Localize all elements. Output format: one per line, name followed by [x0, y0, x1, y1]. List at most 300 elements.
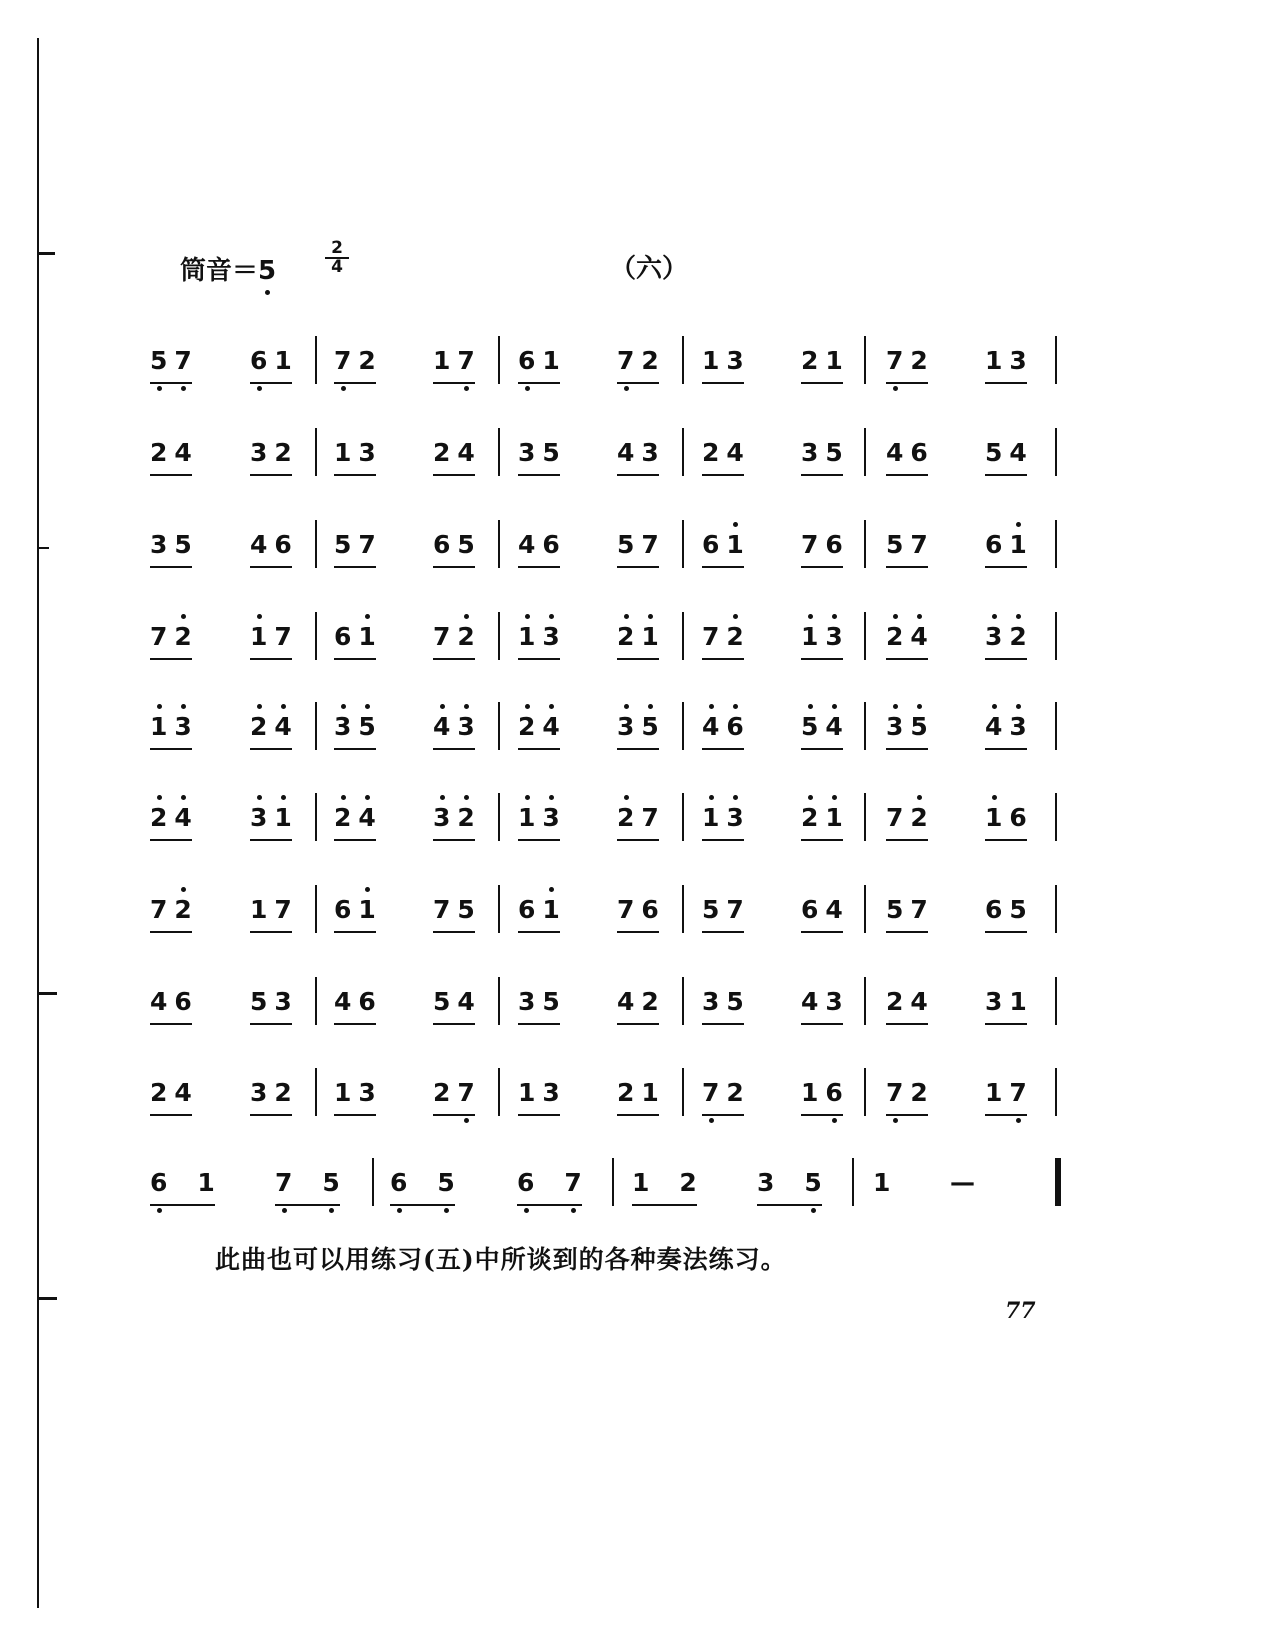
- note: 3: [250, 1078, 268, 1107]
- beat-group: [150, 712, 192, 750]
- note: 7: [334, 346, 352, 375]
- time-signature-top: 2: [325, 240, 349, 259]
- beat-group: [886, 895, 928, 933]
- beat-group: [617, 1078, 659, 1116]
- note: 6: [150, 1168, 168, 1197]
- note: 1: [334, 438, 352, 467]
- beat-group: [334, 895, 376, 933]
- note: 4: [825, 895, 843, 924]
- note: 7: [457, 1078, 475, 1107]
- note: 6: [358, 987, 376, 1016]
- note: 6: [985, 530, 1003, 559]
- note: 4: [518, 530, 536, 559]
- note: 1: [641, 1078, 659, 1107]
- tuning-note: [258, 256, 276, 286]
- note: 3: [801, 438, 819, 467]
- beat-group: [985, 530, 1027, 568]
- note: 3: [985, 987, 1003, 1016]
- note: 3: [1009, 346, 1027, 375]
- beat-group: [873, 1168, 890, 1204]
- note: 1: [518, 622, 536, 651]
- note: 7: [886, 1078, 904, 1107]
- note: 2: [801, 803, 819, 832]
- note: 7: [1009, 1078, 1027, 1107]
- barline: [682, 1068, 684, 1116]
- beat-group: [250, 1078, 292, 1116]
- note: 2: [457, 622, 475, 651]
- note: 7: [910, 530, 928, 559]
- note: 1: [542, 895, 560, 924]
- note: 5: [457, 895, 475, 924]
- note: 3: [617, 712, 635, 741]
- note: 1: [358, 895, 376, 924]
- note: 2: [886, 622, 904, 651]
- beat-group: [518, 895, 560, 933]
- beat-group: [250, 438, 292, 476]
- barline: [498, 612, 500, 660]
- margin-tick: [37, 547, 49, 549]
- barline: [682, 977, 684, 1025]
- note: 2: [174, 622, 192, 651]
- note: 1: [873, 1168, 891, 1197]
- note: 1: [250, 895, 268, 924]
- margin-tick: [37, 1297, 57, 1300]
- beat-group: [250, 530, 292, 568]
- note: 3: [702, 987, 720, 1016]
- note: 7: [150, 622, 168, 651]
- note: 7: [274, 622, 292, 651]
- beat-group: [702, 622, 744, 660]
- note: 5: [825, 438, 843, 467]
- note: 5: [804, 1168, 822, 1197]
- note: 5: [641, 712, 659, 741]
- barline: [1055, 520, 1057, 568]
- beat-group: [275, 1168, 340, 1206]
- note: 6: [250, 346, 268, 375]
- barline: [372, 1158, 374, 1206]
- beat-group: [250, 803, 292, 841]
- note: 6: [433, 530, 451, 559]
- note: 1: [985, 1078, 1003, 1107]
- barline: [315, 793, 317, 841]
- note: 1: [825, 803, 843, 832]
- note: 5: [433, 987, 451, 1016]
- note: 5: [910, 712, 928, 741]
- beat-group: [702, 712, 744, 750]
- note: 4: [910, 622, 928, 651]
- beat-group: [702, 438, 744, 476]
- barline: [864, 428, 866, 476]
- beat-group: [150, 987, 192, 1025]
- note: 2: [910, 1078, 928, 1107]
- note: 3: [457, 712, 475, 741]
- note: 2: [801, 346, 819, 375]
- note: 2: [702, 438, 720, 467]
- note: 3: [150, 530, 168, 559]
- note: 7: [641, 803, 659, 832]
- barline: [498, 885, 500, 933]
- note: 6: [825, 530, 843, 559]
- note: 1: [726, 530, 744, 559]
- note: 6: [334, 895, 352, 924]
- beat-group: [886, 712, 928, 750]
- barline: [498, 336, 500, 384]
- note: 7: [886, 346, 904, 375]
- beat-group: [985, 346, 1027, 384]
- beat-group: [985, 438, 1027, 476]
- barline: [498, 793, 500, 841]
- beat-group: [985, 622, 1027, 660]
- beat-group: [433, 803, 475, 841]
- note: 5: [985, 438, 1003, 467]
- barline: [315, 428, 317, 476]
- beat-group: [801, 438, 843, 476]
- beat-group: [517, 1168, 582, 1206]
- note: 2: [910, 346, 928, 375]
- beat-group: [150, 438, 192, 476]
- left-margin-line: [37, 38, 39, 1608]
- note: 5: [542, 438, 560, 467]
- note: 5: [542, 987, 560, 1016]
- beat-group: [390, 1168, 455, 1206]
- note: 4: [150, 987, 168, 1016]
- beat-group: [250, 712, 292, 750]
- beat-group: [757, 1168, 822, 1206]
- note: 4: [433, 712, 451, 741]
- barline: [864, 520, 866, 568]
- note: 3: [358, 1078, 376, 1107]
- barline: [315, 977, 317, 1025]
- note: 4: [334, 987, 352, 1016]
- margin-tick: [37, 992, 57, 995]
- beat-group: [433, 530, 475, 568]
- note: 1: [274, 346, 292, 375]
- beat-group: [518, 530, 560, 568]
- note: 6: [801, 895, 819, 924]
- note: 7: [275, 1168, 293, 1197]
- beat-group: [985, 712, 1027, 750]
- note: 3: [726, 803, 744, 832]
- note: 7: [617, 346, 635, 375]
- note: 6: [641, 895, 659, 924]
- note: 2: [150, 803, 168, 832]
- note: 6: [702, 530, 720, 559]
- barline: [864, 336, 866, 384]
- beat-group: [801, 622, 843, 660]
- note: 6: [518, 346, 536, 375]
- beat-group: [617, 438, 659, 476]
- beat-group: [334, 712, 376, 750]
- barline: [612, 1158, 614, 1206]
- note: 3: [518, 438, 536, 467]
- margin-tick: [37, 252, 55, 255]
- barline: [852, 1158, 854, 1206]
- beat-group: [433, 346, 475, 384]
- note: 4: [886, 438, 904, 467]
- beat-group: [518, 622, 560, 660]
- note: 1: [702, 346, 720, 375]
- note: 5: [437, 1168, 455, 1197]
- note: 6: [910, 438, 928, 467]
- beat-group: [801, 530, 843, 568]
- note: 5: [886, 530, 904, 559]
- barline: [682, 520, 684, 568]
- note: 5: [358, 712, 376, 741]
- barline: [682, 612, 684, 660]
- barline: [864, 977, 866, 1025]
- beat-group: [433, 1078, 475, 1116]
- tuning-key: [180, 250, 276, 287]
- beat-group: [617, 530, 659, 568]
- note: 5: [726, 987, 744, 1016]
- beat-group: [334, 1078, 376, 1116]
- beat-group: [150, 1168, 215, 1206]
- note: 2: [518, 712, 536, 741]
- note: 6: [517, 1168, 535, 1197]
- note: 2: [679, 1168, 697, 1197]
- beat-group: [433, 712, 475, 750]
- note: 2: [334, 803, 352, 832]
- beat-group: [433, 895, 475, 933]
- barline: [1055, 612, 1057, 660]
- note: 1: [641, 622, 659, 651]
- beat-group: [617, 346, 659, 384]
- note: 6: [825, 1078, 843, 1107]
- barline: [864, 702, 866, 750]
- note: 1: [702, 803, 720, 832]
- note: 7: [726, 895, 744, 924]
- note: 7: [702, 622, 720, 651]
- time-signature-bottom: 4: [331, 257, 343, 277]
- barline: [498, 1068, 500, 1116]
- barline: [1055, 977, 1057, 1025]
- sustain-dash: [950, 1168, 975, 1198]
- barline: [315, 885, 317, 933]
- beat-group: [886, 803, 928, 841]
- note: 4: [910, 987, 928, 1016]
- note: 3: [542, 803, 560, 832]
- note: 3: [433, 803, 451, 832]
- note: 4: [250, 530, 268, 559]
- note: 3: [641, 438, 659, 467]
- note: 7: [564, 1168, 582, 1197]
- barline: [498, 428, 500, 476]
- beat-group: [985, 987, 1027, 1025]
- beat-group: [150, 1078, 192, 1116]
- note: 4: [825, 712, 843, 741]
- beat-group: [702, 1078, 744, 1116]
- note: 1: [334, 1078, 352, 1107]
- beat-group: [985, 895, 1027, 933]
- note: 2: [910, 803, 928, 832]
- note: 3: [985, 622, 1003, 651]
- barline: [1055, 885, 1057, 933]
- barline: [1055, 1068, 1057, 1116]
- beat-group: [334, 438, 376, 476]
- barline: [682, 702, 684, 750]
- barline: [1055, 336, 1057, 384]
- note: 3: [542, 1078, 560, 1107]
- note: 2: [726, 622, 744, 651]
- note: 7: [641, 530, 659, 559]
- note: 3: [518, 987, 536, 1016]
- note: 4: [358, 803, 376, 832]
- beat-group: [617, 987, 659, 1025]
- note: 1: [250, 622, 268, 651]
- note: 4: [801, 987, 819, 1016]
- beat-group: [334, 622, 376, 660]
- note: 4: [457, 438, 475, 467]
- beat-group: [433, 622, 475, 660]
- beat-group: [985, 803, 1027, 841]
- note: 1: [1009, 530, 1027, 559]
- barline: [682, 336, 684, 384]
- note: 5: [334, 530, 352, 559]
- note: 6: [390, 1168, 408, 1197]
- time-signature: [325, 240, 349, 276]
- note: 4: [457, 987, 475, 1016]
- beat-group: [702, 346, 744, 384]
- barline: [1055, 428, 1057, 476]
- note: 6: [334, 622, 352, 651]
- beat-group: [518, 803, 560, 841]
- barline: [682, 885, 684, 933]
- note: 7: [886, 803, 904, 832]
- note: 4: [726, 438, 744, 467]
- note: 3: [542, 622, 560, 651]
- note: 2: [150, 438, 168, 467]
- beat-group: [617, 622, 659, 660]
- beat-group: [334, 346, 376, 384]
- note: 3: [886, 712, 904, 741]
- note: 1: [632, 1168, 650, 1197]
- beat-group: [886, 1078, 928, 1116]
- barline: [682, 793, 684, 841]
- note: 1: [1009, 987, 1027, 1016]
- note: 1: [542, 346, 560, 375]
- note: 3: [1009, 712, 1027, 741]
- note: 1: [801, 622, 819, 651]
- note: 5: [801, 712, 819, 741]
- note: 2: [433, 438, 451, 467]
- note: 4: [174, 438, 192, 467]
- beat-group: [250, 346, 292, 384]
- beat-group: [617, 895, 659, 933]
- note: 2: [174, 895, 192, 924]
- note: 2: [274, 1078, 292, 1107]
- note: 6: [985, 895, 1003, 924]
- note: 4: [274, 712, 292, 741]
- beat-group: [801, 803, 843, 841]
- note: 1: [825, 346, 843, 375]
- barline: [864, 885, 866, 933]
- beat-group: [150, 346, 192, 384]
- barline: [315, 520, 317, 568]
- beat-group: [632, 1168, 697, 1206]
- beat-group: [334, 987, 376, 1025]
- note: 7: [910, 895, 928, 924]
- note: 1: [518, 803, 536, 832]
- note: 3: [757, 1168, 775, 1197]
- note: 2: [274, 438, 292, 467]
- note: 4: [542, 712, 560, 741]
- note: 4: [617, 987, 635, 1016]
- note: 7: [433, 622, 451, 651]
- note: 7: [274, 895, 292, 924]
- beat-group: [886, 987, 928, 1025]
- barline: [498, 977, 500, 1025]
- note: 2: [617, 622, 635, 651]
- note: 3: [726, 346, 744, 375]
- barline: [864, 612, 866, 660]
- note: 2: [617, 1078, 635, 1107]
- note: 1: [518, 1078, 536, 1107]
- beat-group: [801, 895, 843, 933]
- barline: [864, 793, 866, 841]
- barline: [498, 520, 500, 568]
- beat-group: [801, 1078, 843, 1116]
- beat-group: [150, 895, 192, 933]
- beat-group: [801, 712, 843, 750]
- beat-group: [617, 803, 659, 841]
- note: 3: [334, 712, 352, 741]
- note: 1: [150, 712, 168, 741]
- note: 6: [726, 712, 744, 741]
- note: 3: [825, 622, 843, 651]
- note: 6: [174, 987, 192, 1016]
- barline: [1055, 793, 1057, 841]
- note: 2: [457, 803, 475, 832]
- note: —: [950, 1168, 975, 1197]
- note: 7: [174, 346, 192, 375]
- note: 1: [985, 346, 1003, 375]
- barline: [315, 1068, 317, 1116]
- note: 5: [322, 1168, 340, 1197]
- note: 2: [641, 987, 659, 1016]
- beat-group: [801, 987, 843, 1025]
- note: 5: [702, 895, 720, 924]
- note: 5: [457, 530, 475, 559]
- note: 5: [617, 530, 635, 559]
- piece-title: （六）: [610, 254, 689, 284]
- tuning-label: 筒音＝: [180, 256, 259, 286]
- note: 7: [433, 895, 451, 924]
- barline: [1055, 702, 1057, 750]
- note: 4: [702, 712, 720, 741]
- note: 2: [1009, 622, 1027, 651]
- note: 6: [542, 530, 560, 559]
- note: 2: [150, 1078, 168, 1107]
- note: 4: [1009, 438, 1027, 467]
- beat-group: [886, 622, 928, 660]
- beat-group: [250, 987, 292, 1025]
- note: 7: [457, 346, 475, 375]
- note: 7: [801, 530, 819, 559]
- tuning-note-digit: 5: [258, 256, 277, 286]
- note: 3: [250, 438, 268, 467]
- note: 1: [274, 803, 292, 832]
- note: 2: [641, 346, 659, 375]
- note: 7: [150, 895, 168, 924]
- beat-group: [886, 530, 928, 568]
- note: 3: [174, 712, 192, 741]
- barline: [864, 1068, 866, 1116]
- beat-group: [702, 987, 744, 1025]
- note: 4: [985, 712, 1003, 741]
- note: 6: [518, 895, 536, 924]
- note: 3: [358, 438, 376, 467]
- note: 1: [985, 803, 1003, 832]
